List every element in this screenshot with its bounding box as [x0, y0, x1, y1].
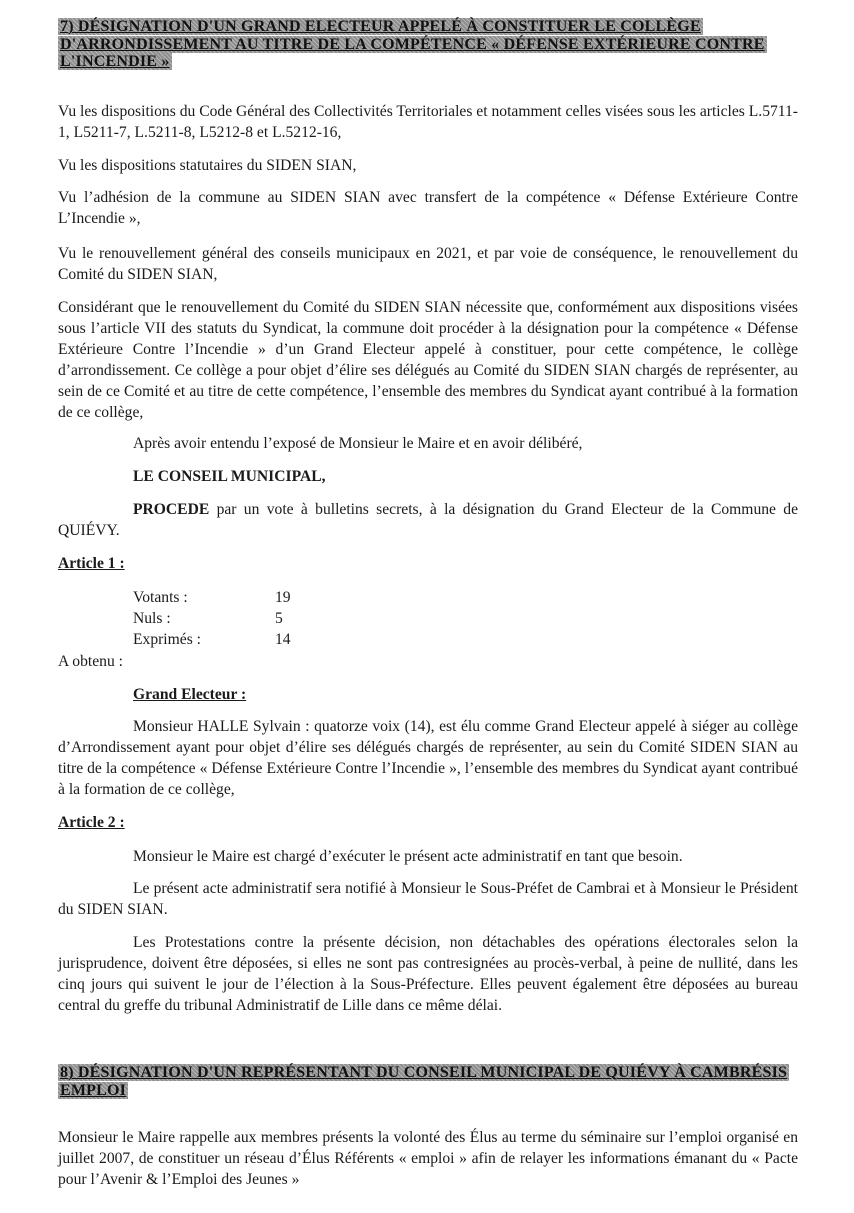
paragraph-statutes: Vu les dispositions statutaires du SIDEN SIAN,	[58, 157, 357, 174]
paragraph-notification: Le présent acte administratif sera notifié à Monsieur le Sous-Préfet de Cambrai et à Monsieur le Président du SIDEN SIAN.	[58, 880, 798, 918]
paragraph-mayor-charged: Monsieur le Maire est chargé d’exécuter le présent acte administratif en tant que besoin.	[133, 848, 683, 865]
section-8-heading: 8) DÉSIGNATION D'UN REPRÉSENTANT DU CONSEIL MUNICIPAL DE QUIÉVY À CAMBRÉSIS EMPLOI	[60, 1064, 788, 1099]
vote-value-exprimes: 14	[275, 631, 291, 648]
obtained-label: A obtenu :	[58, 653, 123, 670]
paragraph-procede	[58, 499, 798, 541]
grand-electeur-heading: Grand Electeur :	[133, 686, 247, 703]
paragraph-after-hearing: Après avoir entendu l’exposé de Monsieur le Maire et en avoir délibéré,	[133, 435, 583, 452]
paragraph-protestations: Les Protestations contre la présente décision, non détachables des opérations électorales selon la jurisprudence, doivent être déposées, si elles ne sont pas contresignées au procès-verbal, à peine de nullité, dans les cinq jours qui suivent le jour de l’élection à la Sous-Préfecture. Elles peuvent également être déposées au bureau central du greffe du tribunal Administratif de Lille dans ce même délai.	[58, 934, 798, 1014]
article-1-heading: Article 1 :	[58, 555, 125, 572]
procede-keyword: PROCEDE	[133, 501, 210, 518]
article-2-heading: Article 2 :	[58, 814, 125, 831]
vote-label-nuls: Nuls :	[133, 610, 171, 627]
procede-text: par un vote à bulletins secrets, à la désignation du Grand Electeur de la Commune de QUIÉVY.	[58, 501, 798, 539]
vote-label-exprimes: Exprimés :	[133, 631, 201, 648]
paragraph-renewal: Vu le renouvellement général des conseils municipaux en 2021, et par voie de conséquence, le renouvellement du Comité du SIDEN SIAN,	[58, 245, 798, 283]
paragraph-considering: Considérant que le renouvellement du Comité du SIDEN SIAN nécessite que, conformément aux dispositions visées sous l’article VII des statuts du Syndicat, la commune doit procéder à la désignation pour la compétence « Défense Extérieure Contre l’Incendie » d’un Grand Electeur appelé à constituer, pour cette compétence, le collège d’arrondissement. Ce collège a pour objet d’élire ses délégués au Comité du SIDEN SIAN chargés de représenter, au sein de ce Comité et au titre de cette compétence, l’ensemble des membres du Syndicat ayant contribué à la formation de ce collège,	[58, 299, 798, 421]
vote-label-votants: Votants :	[133, 589, 188, 606]
vote-value-nuls: 5	[275, 610, 283, 627]
council-heading: LE CONSEIL MUNICIPAL,	[133, 468, 326, 485]
paragraph-adhesion: Vu l’adhésion de la commune au SIDEN SIAN avec transfert de la compétence « Défense Extérieure Contre L’Incendie »,	[58, 189, 798, 227]
section-7-heading: 7) DÉSIGNATION D'UN GRAND ELECTEUR APPELÉ À CONSTITUER LE COLLÈGE D'ARRONDISSEMENT AU TITRE DE LA COMPÉTENCE « DÉFENSE EXTÉRIEURE CONTRE L'INCENDIE »	[60, 18, 765, 70]
paragraph-legal-provisions: Vu les dispositions du Code Général des Collectivités Territoriales et notamment celles visées sous les articles L.5711-1, L5211-7, L.5211-8, L5212-8 et L.5212-16,	[58, 103, 798, 141]
vote-value-votants: 19	[275, 589, 291, 606]
paragraph-elected: Monsieur HALLE Sylvain : quatorze voix (14), est élu comme Grand Electeur appelé à siéger au collège d’Arrondissement ayant pour objet d’élire ses délégués chargés de représenter, au sein du Comité SIDEN SIAN au titre de la compétence « Défense Extérieure Contre l’Incendie », l’ensemble des membres du Syndicat ayant contribué à la formation de ce collège,	[58, 718, 798, 798]
paragraph-employment: Monsieur le Maire rappelle aux membres présents la volonté des Élus au terme du séminaire sur l’emploi organisé en juillet 2007, de constituer un réseau d’Élus Référents « emploi » afin de relayer les informations émanant du « Pacte pour l’Avenir & l’Emploi des Jeunes »	[58, 1129, 798, 1188]
